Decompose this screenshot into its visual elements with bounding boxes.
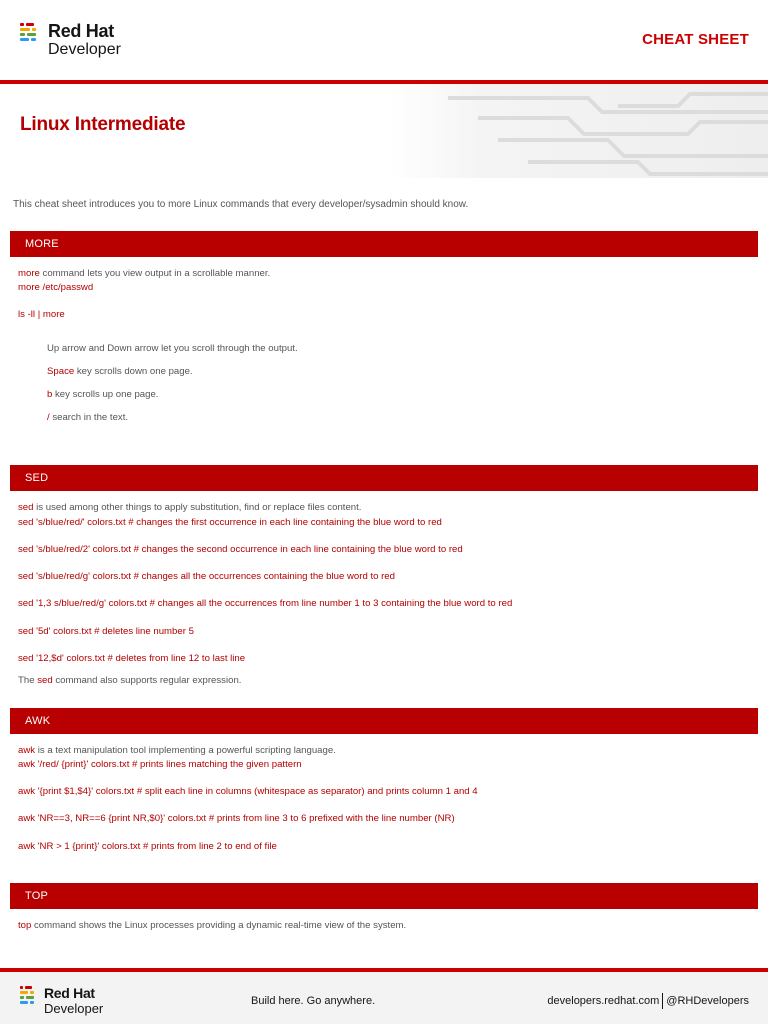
more-cmd: more: [18, 268, 40, 279]
more-tip-space: Space key scrolls down one page.: [47, 366, 193, 377]
red-hat-logo-icon: [20, 22, 42, 44]
page-footer: [0, 968, 768, 1024]
footer-links: [547, 993, 749, 1009]
circuit-decoration: [388, 84, 768, 178]
footer-handle-link[interactable]: @RHDevelopers: [666, 995, 749, 1007]
footer-tagline: Build here. Go anywhere.: [251, 995, 376, 1007]
section-header-top: TOP: [10, 883, 758, 909]
logo-brand-text: Red Hat: [48, 21, 114, 41]
red-hat-logo-icon: [20, 986, 38, 1004]
sed-desc: sed is used among other things to apply substitution, find or replace files content.: [18, 502, 362, 513]
awk-example-4: awk 'NR > 1 {print}' colors.txt # prints from line 2 to end of file: [18, 841, 277, 852]
awk-desc: awk is a text manipulation tool implementing a powerful scripting language.: [18, 745, 336, 756]
cheat-sheet-label: CHEAT SHEET: [642, 31, 749, 48]
more-desc: more command lets you view output in a scrollable manner.: [18, 268, 271, 279]
footer-site-link[interactable]: developers.redhat.com: [547, 995, 660, 1007]
sed-example-6: sed '12,$d' colors.txt # deletes from line 12 to last line: [18, 653, 246, 664]
page-header: [0, 0, 768, 80]
more-example-2: ls -ll | more: [18, 309, 65, 320]
logo-sub-text: Developer: [48, 41, 121, 58]
footer-logo-sub: Developer: [44, 1001, 104, 1016]
section-header-more: MORE: [10, 231, 758, 257]
awk-example-3: awk 'NR==3, NR==6 {print NR,$0}' colors.txt # prints from line 3 to 6 prefixed with the line number (NR): [18, 813, 455, 824]
section-header-sed: SED: [10, 465, 758, 491]
more-tip-search: / search in the text.: [47, 412, 129, 423]
sed-example-2: sed 's/blue/red/2' colors.txt # changes the second occurrence in each line containing the blue word to red: [18, 544, 463, 555]
sed-example-3: sed 's/blue/red/g' colors.txt # changes all the occurrences containing the blue word to red: [18, 571, 395, 582]
sed-example-4: sed '1,3 s/blue/red/g' colors.txt # changes all the occurrences from line number 1 to 3 containing the blue word to red: [18, 598, 513, 609]
awk-example-2: awk '{print $1,$4}' colors.txt # split each line in columns (whitespace as separator) and prints column 1 and 4: [18, 786, 478, 797]
more-tip-b: b key scrolls up one page.: [47, 389, 159, 400]
top-desc: top command shows the Linux processes providing a dynamic real-time view of the system.: [18, 920, 407, 931]
footer-red-hat-developer-logo[interactable]: [20, 986, 103, 1015]
sed-example-5: sed '5d' colors.txt # deletes line number 5: [18, 626, 194, 637]
section-header-awk: AWK: [10, 708, 758, 734]
footer-logo-brand: Red Hat: [44, 985, 95, 1001]
title-band: [0, 84, 768, 178]
footer-divider: [662, 993, 663, 1009]
intro-text: This cheat sheet introduces you to more Linux commands that every developer/sysadmin should know.: [13, 199, 469, 210]
page-title: Linux Intermediate: [20, 114, 186, 135]
red-hat-developer-logo[interactable]: [20, 22, 121, 58]
more-example-1: more /etc/passwd: [18, 282, 94, 293]
more-tip-arrows: Up arrow and Down arrow let you scroll through the output.: [47, 343, 298, 354]
sed-example-1: sed 's/blue/red/' colors.txt # changes the first occurrence in each line containing the blue word to red: [18, 517, 442, 528]
sed-note: The sed command also supports regular expression.: [18, 675, 242, 686]
awk-example-1: awk '/red/ {print}' colors.txt # prints lines matching the given pattern: [18, 759, 302, 770]
